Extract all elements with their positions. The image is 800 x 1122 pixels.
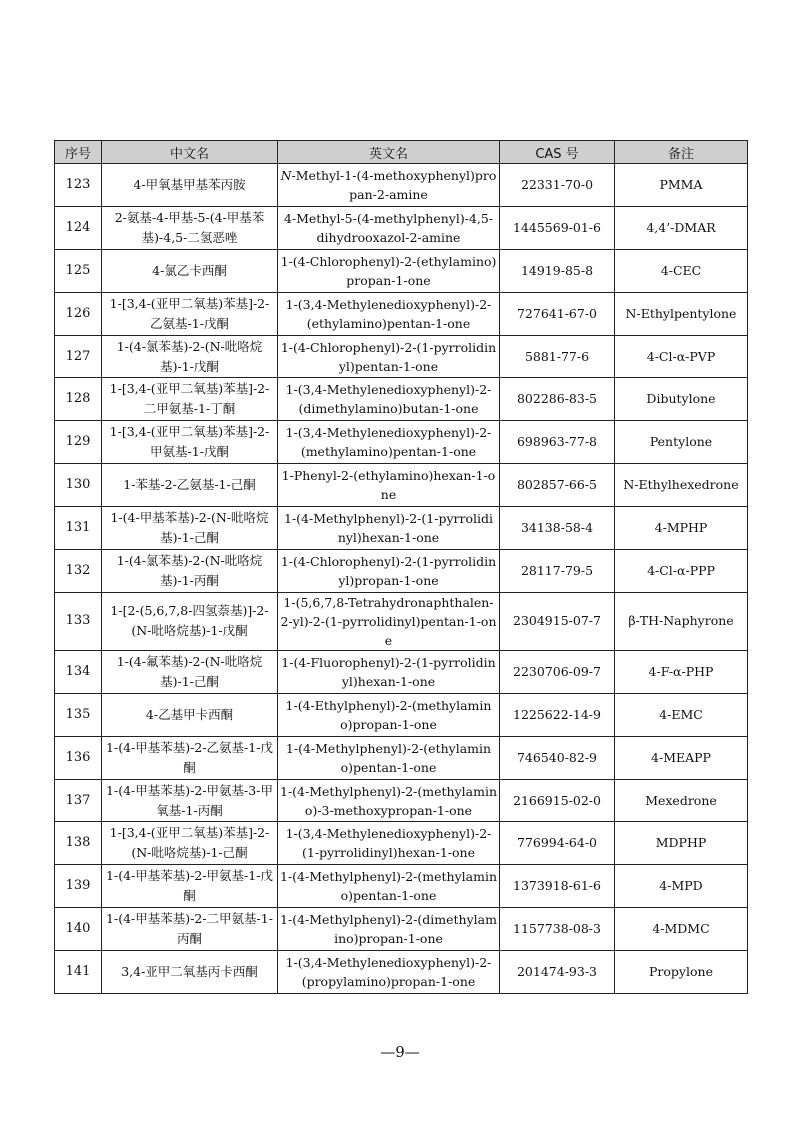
cell-cas-number: 776994-64-0 <box>500 822 615 865</box>
english-name-text: 1-(4-Methylphenyl)-2-(dimethylamino)propan-1-one <box>280 912 497 947</box>
cell-remarks: 4-MEAPP <box>615 736 748 779</box>
table-row <box>55 693 748 736</box>
table-row <box>55 951 748 994</box>
cell-index: 133 <box>55 592 102 650</box>
cell-english-name <box>278 779 500 822</box>
cell-cas-number: 201474-93-3 <box>500 951 615 994</box>
cell-chinese-name: 1-(4-甲基苯基)-2-(N-吡咯烷基)-1-己酮 <box>102 507 278 550</box>
table-row <box>55 464 748 507</box>
cell-english-name <box>278 550 500 593</box>
table-row <box>55 736 748 779</box>
cell-remarks: N-Ethylpentylone <box>615 292 748 335</box>
table-row <box>55 507 748 550</box>
table-row <box>55 822 748 865</box>
cell-index: 128 <box>55 378 102 421</box>
table-row <box>55 592 748 650</box>
english-name-text: 1-Phenyl-2-(ethylamino)hexan-1-one <box>281 468 496 503</box>
english-name-text: 1-(3,4-Methylenedioxyphenyl)-2-(dimethylamino)butan-1-one <box>285 382 492 417</box>
cell-cas-number: 2230706-09-7 <box>500 650 615 693</box>
cell-index: 127 <box>55 335 102 378</box>
table-row <box>55 421 748 464</box>
cell-cas-number: 2166915-02-0 <box>500 779 615 822</box>
cell-cas-number: 727641-67-0 <box>500 292 615 335</box>
table-row <box>55 650 748 693</box>
cell-index: 138 <box>55 822 102 865</box>
cell-cas-number: 28117-79-5 <box>500 550 615 593</box>
cell-cas-number: 1445569-01-6 <box>500 206 615 249</box>
page-number: —9— <box>380 1043 420 1061</box>
cell-cas-number: 746540-82-9 <box>500 736 615 779</box>
table-row <box>55 335 748 378</box>
cell-english-name <box>278 592 500 650</box>
italic-prefix: N <box>280 167 292 183</box>
table-row <box>55 206 748 249</box>
header-remarks: 备注 <box>615 141 748 164</box>
english-name-text: 1-(4-Methylphenyl)-2-(methylamino)-3-methoxypropan-1-one <box>280 783 498 818</box>
cell-remarks: Mexedrone <box>615 779 748 822</box>
cell-remarks: 4-Cl-α-PPP <box>615 550 748 593</box>
cell-index: 141 <box>55 951 102 994</box>
table-row <box>55 249 748 292</box>
cell-english-name <box>278 464 500 507</box>
header-chinese-name: 中文名 <box>102 141 278 164</box>
cell-index: 123 <box>55 164 102 207</box>
cell-chinese-name: 1-苯基-2-乙氨基-1-己酮 <box>102 464 278 507</box>
cell-chinese-name: 1-(4-甲基苯基)-2-二甲氨基-1-丙酮 <box>102 908 278 951</box>
table-row <box>55 378 748 421</box>
cell-chinese-name: 1-(4-甲基苯基)-2-甲氨基-3-甲氧基-1-丙酮 <box>102 779 278 822</box>
cell-chinese-name: 1-[3,4-(亚甲二氧基)苯基]-2-(N-吡咯烷基)-1-己酮 <box>102 822 278 865</box>
cell-remarks: 4-MPD <box>615 865 748 908</box>
cell-english-name <box>278 164 500 207</box>
cell-chinese-name: 3,4-亚甲二氧基丙卡西酮 <box>102 951 278 994</box>
english-name-text: 1-(4-Methylphenyl)-2-(methylamino)pentan-1-one <box>280 869 498 904</box>
cell-remarks: Dibutylone <box>615 378 748 421</box>
cell-remarks: N-Ethylhexedrone <box>615 464 748 507</box>
cell-english-name <box>278 335 500 378</box>
cell-index: 136 <box>55 736 102 779</box>
cell-english-name <box>278 736 500 779</box>
english-name-text: 1-(3,4-Methylenedioxyphenyl)-2-(ethylamino)pentan-1-one <box>285 296 492 331</box>
english-name-text: 1-(4-Chlorophenyl)-2-(1-pyrrolidinyl)propan-1-one <box>280 553 497 588</box>
table-body <box>55 164 748 994</box>
cell-index: 126 <box>55 292 102 335</box>
table-row <box>55 550 748 593</box>
cell-english-name <box>278 507 500 550</box>
cell-english-name <box>278 650 500 693</box>
cell-chinese-name: 1-(4-甲基苯基)-2-甲氨基-1-戊酮 <box>102 865 278 908</box>
substances-table <box>54 140 748 994</box>
cell-english-name <box>278 378 500 421</box>
cell-cas-number: 802286-83-5 <box>500 378 615 421</box>
table-row <box>55 865 748 908</box>
cell-cas-number: 34138-58-4 <box>500 507 615 550</box>
cell-cas-number: 5881-77-6 <box>500 335 615 378</box>
cell-index: 129 <box>55 421 102 464</box>
cell-remarks: 4-CEC <box>615 249 748 292</box>
table-header-row <box>55 141 748 164</box>
cell-chinese-name: 2-氨基-4-甲基-5-(4-甲基苯基)-4,5-二氢恶唑 <box>102 206 278 249</box>
cell-chinese-name: 1-[3,4-(亚甲二氧基)苯基]-2-二甲氨基-1-丁酮 <box>102 378 278 421</box>
english-name-text: 1-(4-Chlorophenyl)-2-(ethylamino)propan-1-one <box>280 253 497 288</box>
cell-index: 125 <box>55 249 102 292</box>
cell-remarks: 4-F-α-PHP <box>615 650 748 693</box>
cell-index: 139 <box>55 865 102 908</box>
cell-index: 124 <box>55 206 102 249</box>
header-cas-number: CAS 号 <box>500 141 615 164</box>
cell-index: 132 <box>55 550 102 593</box>
cell-remarks: 4-MPHP <box>615 507 748 550</box>
cell-remarks: Pentylone <box>615 421 748 464</box>
english-name-text: 1-(4-Ethylphenyl)-2-(methylamino)propan-1-one <box>285 697 492 732</box>
cell-remarks: 4-Cl-α-PVP <box>615 335 748 378</box>
cell-chinese-name: 1-[2-(5,6,7,8-四氢萘基)]-2-(N-吡咯烷基)-1-戊酮 <box>102 592 278 650</box>
english-name-text: 1-(3,4-Methylenedioxyphenyl)-2-(methylamino)pentan-1-one <box>285 425 492 460</box>
cell-cas-number: 22331-70-0 <box>500 164 615 207</box>
english-name-text: 1-(4-Methylphenyl)-2-(ethylamino)pentan-1-one <box>285 740 492 775</box>
cell-english-name <box>278 249 500 292</box>
header-english-name: 英文名 <box>278 141 500 164</box>
cell-chinese-name: 1-(4-氟苯基)-2-(N-吡咯烷基)-1-己酮 <box>102 650 278 693</box>
cell-index: 140 <box>55 908 102 951</box>
cell-english-name <box>278 951 500 994</box>
cell-english-name <box>278 693 500 736</box>
cell-remarks: PMMA <box>615 164 748 207</box>
english-name-text: 1-(3,4-Methylenedioxyphenyl)-2-(propylamino)propan-1-one <box>285 955 492 990</box>
cell-english-name <box>278 865 500 908</box>
cell-cas-number: 802857-66-5 <box>500 464 615 507</box>
cell-chinese-name: 4-乙基甲卡西酮 <box>102 693 278 736</box>
cell-index: 130 <box>55 464 102 507</box>
english-name-text: 1-(4-Methylphenyl)-2-(1-pyrrolidinyl)hexan-1-one <box>284 511 493 546</box>
cell-remarks: β-TH-Naphyrone <box>615 592 748 650</box>
cell-chinese-name: 1-[3,4-(亚甲二氧基)苯基]-2-甲氨基-1-戊酮 <box>102 421 278 464</box>
cell-remarks: MDPHP <box>615 822 748 865</box>
table-row <box>55 164 748 207</box>
cell-remarks: 4-MDMC <box>615 908 748 951</box>
english-name-text: 4-Methyl-5-(4-methylphenyl)-4,5-dihydrooxazol-2-amine <box>283 210 494 245</box>
table-row <box>55 908 748 951</box>
english-name-text: -Methyl-1-(4-methoxyphenyl)propan-2-amine <box>291 167 497 202</box>
english-name-text: 1-(4-Fluorophenyl)-2-(1-pyrrolidinyl)hexan-1-one <box>281 654 496 689</box>
cell-index: 134 <box>55 650 102 693</box>
cell-cas-number: 2304915-07-7 <box>500 592 615 650</box>
cell-chinese-name: 1-[3,4-(亚甲二氧基)苯基]-2-乙氨基-1-戊酮 <box>102 292 278 335</box>
cell-remarks: 4-EMC <box>615 693 748 736</box>
cell-english-name <box>278 421 500 464</box>
cell-index: 131 <box>55 507 102 550</box>
english-name-text: 1-(3,4-Methylenedioxyphenyl)-2-(1-pyrrolidinyl)hexan-1-one <box>285 826 492 861</box>
cell-remarks: Propylone <box>615 951 748 994</box>
cell-cas-number: 14919-85-8 <box>500 249 615 292</box>
english-name-text: 1-(5,6,7,8-Tetrahydronaphthalen-2-yl)-2-(1-pyrrolidinyl)pentan-1-one <box>280 594 497 648</box>
cell-index: 137 <box>55 779 102 822</box>
cell-chinese-name: 1-(4-甲基苯基)-2-乙氨基-1-戊酮 <box>102 736 278 779</box>
cell-remarks: 4,4’-DMAR <box>615 206 748 249</box>
cell-cas-number: 1225622-14-9 <box>500 693 615 736</box>
header-index: 序号 <box>55 141 102 164</box>
cell-chinese-name: 1-(4-氯苯基)-2-(N-吡咯烷基)-1-丙酮 <box>102 550 278 593</box>
cell-english-name <box>278 908 500 951</box>
cell-english-name <box>278 206 500 249</box>
table-row <box>55 779 748 822</box>
cell-english-name <box>278 292 500 335</box>
cell-index: 135 <box>55 693 102 736</box>
cell-cas-number: 698963-77-8 <box>500 421 615 464</box>
cell-chinese-name: 4-氯乙卡西酮 <box>102 249 278 292</box>
cell-english-name <box>278 822 500 865</box>
english-name-text: 1-(4-Chlorophenyl)-2-(1-pyrrolidinyl)pentan-1-one <box>280 339 497 374</box>
table-row <box>55 292 748 335</box>
cell-cas-number: 1373918-61-6 <box>500 865 615 908</box>
cell-cas-number: 1157738-08-3 <box>500 908 615 951</box>
cell-chinese-name: 1-(4-氯苯基)-2-(N-吡咯烷基)-1-戊酮 <box>102 335 278 378</box>
cell-chinese-name: 4-甲氧基甲基苯丙胺 <box>102 164 278 207</box>
